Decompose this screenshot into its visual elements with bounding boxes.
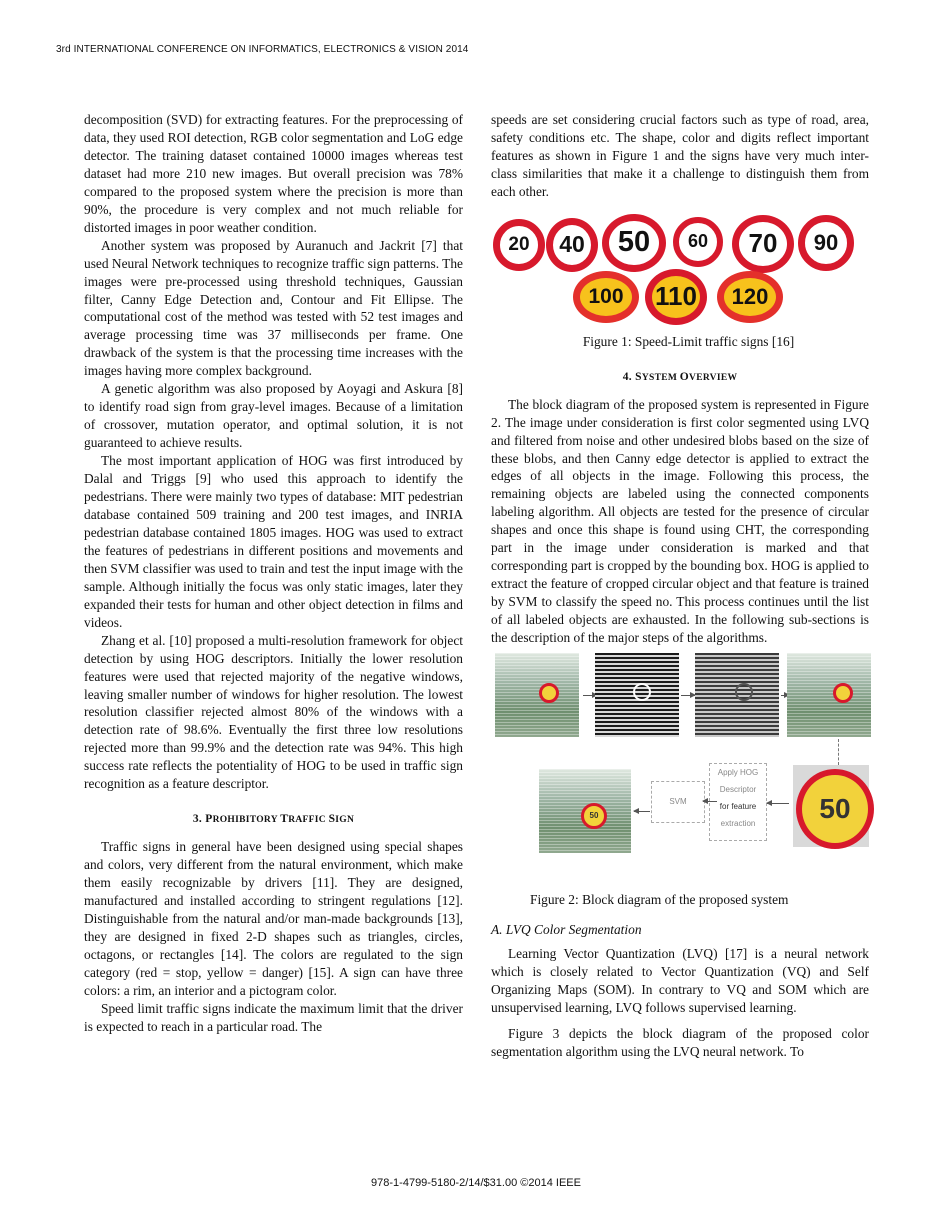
speed-sign-40: 40 (546, 218, 598, 272)
speed-sign-100: 100 (573, 271, 639, 323)
figure-2-caption: Figure 2: Block diagram of the proposed system (530, 892, 789, 908)
conference-header: 3rd INTERNATIONAL CONFERENCE ON INFORMATICS, ELECTRONICS & VISION 2014 (56, 44, 469, 55)
segmented-image (595, 653, 679, 737)
paragraph: decomposition (SVD) for extracting features. For the preprocessing of data, they used ROI detection, RGB color segmentation and LoG edge detector. The training dataset contained 10000 images whereas test dataset had more 210 new images. But overall precision was 78% compared to the proposed system where the precision is more than 90%, the procedure is very complex and not much reliable for distorted images in poor weather condition. (84, 112, 463, 235)
paragraph: Another system was proposed by Auranuch and Jackrit [7] that used Neural Network techniques to recognize traffic sign patterns. The images were pre-processed using threshold techniques, Gaussian filter, Canny Edge Detection and, Contour and Fit Ellipse. The computational cost of the method was tested with 52 test images and average processing time was 37 milliseconds per frame. One drawback of the system is that the processing time increases with the images having more complex background. (84, 237, 463, 379)
speed-sign-120: 120 (717, 271, 783, 323)
paragraph: speeds are set considering crucial factors such as type of road, area, safety conditions etc. The shape, color and digits reflect important features as shown in Figure 1 and the signs have very much inter- class similarities that make it a challenge to distinguish them from each other. (491, 112, 869, 199)
speed-sign-60: 60 (673, 217, 723, 267)
left-column (84, 111, 463, 1036)
isbn-footer: 978-1-4799-5180-2/14/$31.00 ©2014 IEEE (371, 1177, 581, 1189)
cropped-sign-image: 50 (793, 765, 869, 847)
right-column (491, 111, 869, 1061)
paragraph: Learning Vector Quantization (LVQ) [17] is a neural network which is closely related to Vector Quantization (VQ) and Self Organizing Maps (SOM). In contrary to VQ and SOM which are unsupervised learning, LVQ follows supervised learning. (491, 945, 869, 1015)
arrow-icon (767, 803, 789, 804)
speed-sign-50: 50 (602, 214, 666, 272)
detected-image (787, 653, 871, 737)
speed-sign-90: 90 (798, 215, 854, 271)
section-heading-3: 3. PROHIBITORY TRAFFIC SIGN (192, 813, 355, 826)
arrow-icon (681, 695, 695, 696)
connector (838, 739, 839, 765)
figure-1-caption: Figure 1: Speed-Limit traffic signs [16] (582, 333, 795, 349)
speed-sign-110: 110 (645, 269, 707, 325)
paragraph: A genetic algorithm was also proposed by Aoyagi and Askura [8] to identify road sign from gray-level images. Because of a limitation of crossover, mutation operator, and optimal solution, it is not guaranteed to achieve results. (84, 381, 463, 451)
paragraph: Traffic signs in general have been designed using special shapes and colors, very different from the natural environment, which make them easily recognizable by drivers [11]. They are designed, manufactured and installed according to stringent regulations [12]. Distinguishable from the natural and/or man-made backgrounds [13], they are designed in fixed 2-D shapes such as triangles, circles, octagons, or rectangles [14]. The colors are regulated to the sign category (red = stop, yellow = danger) [15]. A sign can have three colors: a rim, an interior and a pictogram color. (84, 839, 463, 998)
speed-sign-20: 20 (493, 219, 545, 271)
edge-image (695, 653, 779, 737)
paragraph: Figure 3 depicts the block diagram of the proposed color segmentation algorithm using the LVQ neural network. To (491, 1025, 869, 1059)
paragraph: The block diagram of the proposed system is represented in Figure 2. The image under consideration is first color segmented using LVQ and filtered from noise and other undesired blobs based on the size of these blobs, and then Canny edge detector is applied to extract the edges of all objects in the image. Following this process, the remaining objects are labeled using the connected components labeling algorithm. All objects are tested for the presence of circular shapes and once this shape is found using CHT, the corresponding part in the image under consideration is marked and that corresponding part is cropped by the bounding box. HOG is applied to extract the feature of cropped circular object and that feature is trained by SVM to classify the speed no. This process continues until the list of all labeled objects are exhausted. In the following sub-sections is the description of the major steps of the algorithms. (491, 396, 869, 646)
section-heading-4: 4. SYSTEM OVERVIEW (622, 370, 738, 383)
paragraph: The most important application of HOG was first introduced by Dalal and Triggs [9] who used this approach to identify the pedestrians. There were mainly two types of database: MIT pedestrian database contained 509 training and 200 test images, and INRIA pedestrian database contained 1805 images. HOG was used to extract the features of pedestrians in different positions and movements and then SVM classifier was used to train and test the input image with the sample. Although initially the focus was only static images, later they expanded their tests for human and other object detection in films and videos. (84, 453, 463, 630)
input-image (495, 653, 579, 737)
svm-box: SVM (651, 781, 705, 823)
paragraph: Speed limit traffic signs indicate the maximum limit that the driver is expected to reach in a particular road. The (84, 1000, 463, 1034)
subsection-heading-a: A. LVQ Color Segmentation (491, 921, 642, 937)
classified-image: 50 (539, 769, 631, 853)
speed-sign-70: 70 (732, 215, 794, 273)
speed-limit-signs-figure (491, 213, 869, 333)
hog-box: Apply HOG Descriptor for feature extraction (709, 763, 767, 841)
paragraph: Zhang et al. [10] proposed a multi-resolution framework for object detection by using HOG descriptors. Initially the lower resolution features were used that rejected majority of the negative windows, leaving smaller number of windows for higher resolution. The lowest resolution classifier rejected almost 80% of the windows with a detection rate of 98.6%. Eventually the first three low resolutions rejected more than 99.9% and the detection rate was 94%. This high success rate reflects the potentiality of HOG to be used in traffic sign recognition as a feature descriptor. (84, 632, 463, 792)
arrow-icon (634, 811, 650, 812)
block-diagram-figure (491, 651, 869, 891)
